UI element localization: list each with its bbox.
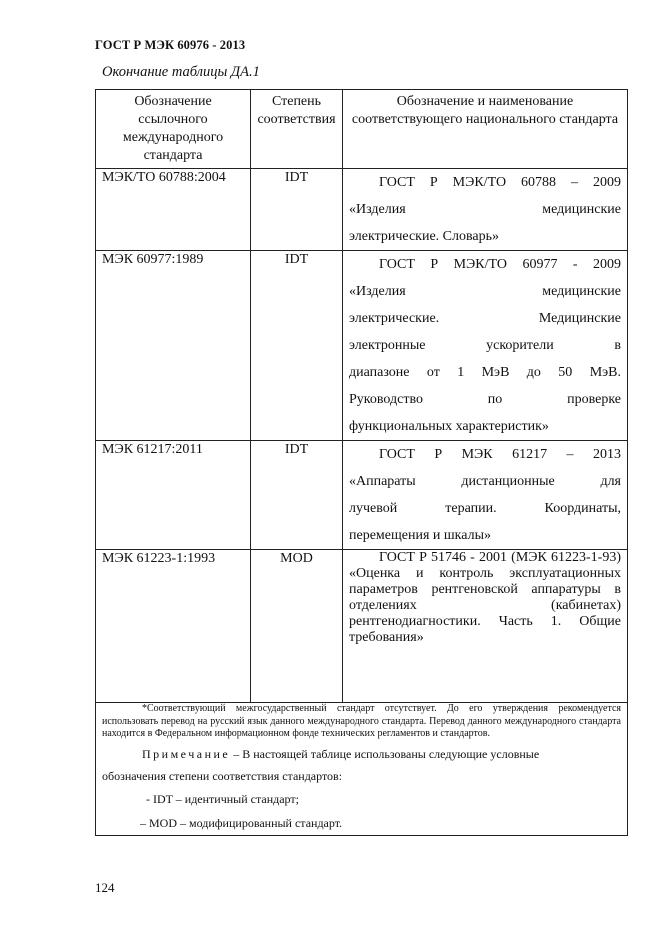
table-row xyxy=(96,251,628,441)
note-text: – В настоящей таблице использованы следующие условные xyxy=(230,746,540,761)
note-line xyxy=(102,743,621,765)
header-ref-standard: Обозначение ссылочного международного стандарта xyxy=(96,90,251,169)
degree-cell: IDT xyxy=(251,441,343,550)
national-line: перемещения и шкалы» xyxy=(349,528,492,543)
national-line: диапазоне от 1 МэВ до 50 МэВ. xyxy=(349,365,621,380)
document-header: ГОСТ Р МЭК 60976 - 2013 xyxy=(95,38,246,52)
national-line: «Изделия медицинские xyxy=(349,202,621,217)
national-standard-cell xyxy=(343,251,628,441)
table-row xyxy=(96,441,628,550)
note-label: Примечание xyxy=(142,746,231,761)
legend-mod: – MOD – модифицированный стандарт. xyxy=(140,815,343,830)
national-line: электрические. Словарь» xyxy=(349,229,500,244)
notes-cell xyxy=(96,703,628,836)
national-line: ГОСТ Р МЭК 61217 – 2013 xyxy=(379,447,621,462)
degree-cell: IDT xyxy=(251,251,343,441)
national-line: ГОСТ Р МЭК/ТО 60977 - 2009 xyxy=(379,257,621,272)
degree-cell: IDT xyxy=(251,169,343,251)
national-line: «Изделия медицинские xyxy=(349,284,621,299)
table-row xyxy=(96,550,628,703)
national-line: «Аппараты дистанционные для xyxy=(349,474,621,489)
footnote: *Соответствующий межгосударственный стандарт отсутствует. До его утверждения рекомендуется использовать перевод на русский язык данного международного стандарта. Перевод данного международного стандарта находится в Федеральном информационном фонде технических регламентов и стандартов. xyxy=(102,703,621,739)
ref-standard-cell: МЭК/ТО 60788:2004 xyxy=(96,169,251,251)
national-line: функциональных характеристик» xyxy=(349,419,549,434)
national-line: лучевой терапии. Координаты, xyxy=(349,501,621,516)
standards-table xyxy=(95,89,628,836)
national-standard-cell xyxy=(343,169,628,251)
ref-standard-cell: МЭК 61223-1:1993 xyxy=(96,550,251,703)
national-standard-cell xyxy=(343,550,628,703)
table-caption: Окончание таблицы ДА.1 xyxy=(102,64,260,80)
degree-cell: MOD xyxy=(251,550,343,703)
legend-idt: - IDT – идентичный стандарт; xyxy=(146,791,299,806)
notes-row xyxy=(96,703,628,836)
header-national-standard: Обозначение и наименование соответствующего национального стандарта xyxy=(343,90,628,169)
table-row xyxy=(96,169,628,251)
national-line: электронные ускорители в xyxy=(349,338,621,353)
page-number: 124 xyxy=(95,880,115,895)
ref-standard-cell: МЭК 60977:1989 xyxy=(96,251,251,441)
national-line: электрические. Медицинские xyxy=(349,311,621,326)
national-text: ГОСТ Р 51746 - 2001 (МЭК 61223-1-93) «Оценка и контроль эксплуатационных параметров рентгеновской аппаратуры в отделениях (кабинетах) рентгенодиагностики. Часть 1. Общие требования» xyxy=(349,550,621,645)
national-line: ГОСТ Р МЭК/ТО 60788 – 2009 xyxy=(379,175,621,190)
note-continuation: обозначения степени соответствия стандартов: xyxy=(102,768,343,783)
header-degree: Степень соответствия xyxy=(251,90,343,169)
national-line: Руководство по проверке xyxy=(349,392,621,407)
ref-standard-cell: МЭК 61217:2011 xyxy=(96,441,251,550)
national-standard-cell xyxy=(343,441,628,550)
table-header-row xyxy=(96,90,628,169)
